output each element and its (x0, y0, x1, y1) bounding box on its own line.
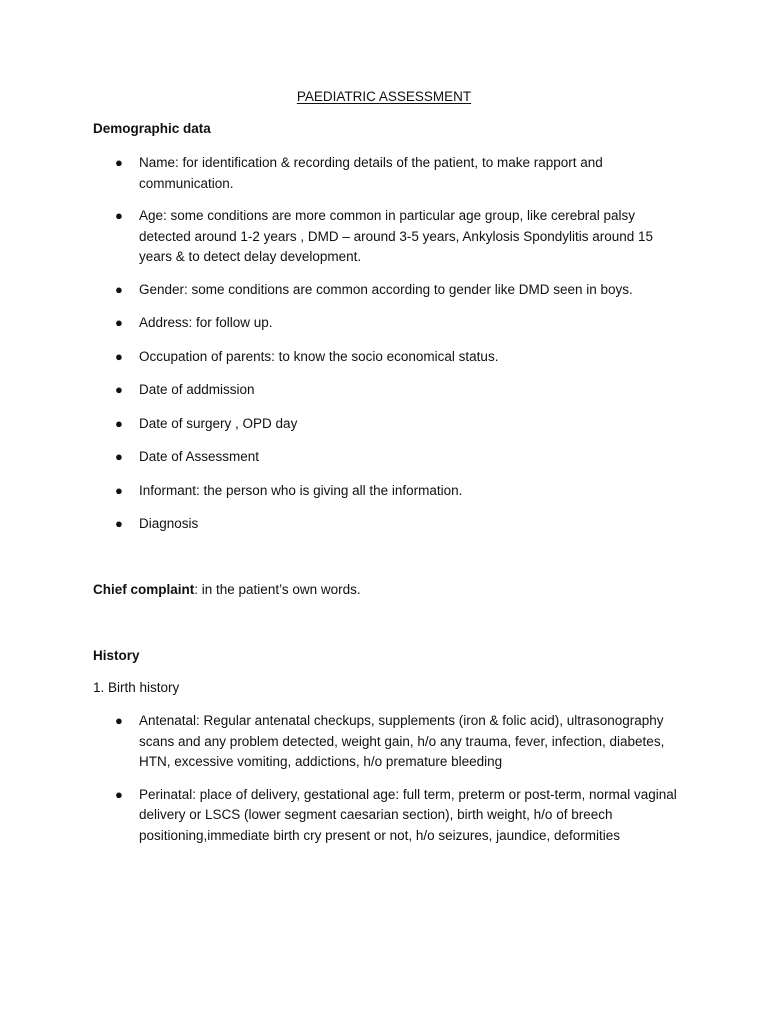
bullet-icon: ● (115, 281, 123, 297)
list-item: ● Diagnosis (0, 514, 679, 535)
list-item: ● Address: for follow up. (0, 313, 679, 334)
history-list (0, 711, 768, 846)
bullet-icon: ● (115, 155, 123, 170)
list-item: ● Gender: some conditions are common according to gender like DMD seen in boys. (0, 280, 679, 301)
history-heading: History (93, 648, 140, 663)
demographic-list (0, 153, 768, 535)
bullet-icon: ● (115, 208, 123, 223)
bullet-icon: ● (115, 415, 123, 431)
list-item: ● Perinatal: place of delivery, gestational age: full term, preterm or post-term, normal vaginal delivery or LSCS (lower segment caesarian section), birth weight, h/o of breech positioning,immediate birth cry present or not, h/o seizures, jaundice, deformities (115, 786, 677, 843)
bullet-icon: ● (115, 348, 123, 364)
bullet-icon: ● (115, 315, 123, 330)
bullet-icon: ● (115, 449, 123, 464)
bullet-icon: ● (115, 713, 123, 728)
bullet-icon: ● (115, 786, 123, 802)
bullet-icon: ● (115, 516, 123, 531)
list-item: ● Informant: the person who is giving all the information. (0, 481, 679, 502)
list-item: ● Antenatal: Regular antenatal checkups, supplements (iron & folic acid), ultrasonography scans and any problem detected, weight gain, h/o any trauma, fever, infection, diabetes, HTN, excessive vomiting, addictions, h/o premature bleeding (115, 713, 665, 769)
chief-complaint-text: : in the patient’s own words. (194, 582, 361, 597)
bullet-icon: ● (115, 482, 123, 498)
bullet-icon: ● (115, 382, 123, 397)
list-item: ● Date of Assessment (0, 447, 679, 468)
list-item: ● Date of surgery , OPD day (0, 414, 679, 435)
chief-complaint-label: Chief complaint (93, 582, 195, 597)
chief-complaint (93, 581, 361, 599)
birth-history-subheading: 1. Birth history (93, 680, 180, 695)
demographic-heading: Demographic data (93, 121, 211, 136)
list-item: ● Occupation of parents: to know the socio economical status. (0, 347, 679, 368)
page-title: PAEDIATRIC ASSESSMENT (296, 89, 472, 104)
list-item: ● Name: for identification & recording details of the patient, to make rapport and communication. (115, 155, 603, 191)
list-item: ● Age: some conditions are more common in particular age group, like cerebral palsy detected around 1-2 years , DMD – around 3-5 years, Ankylosis Spondylitis around 15 years & to detect delay development. (115, 208, 654, 264)
list-item: ● Date of addmission (0, 380, 679, 401)
